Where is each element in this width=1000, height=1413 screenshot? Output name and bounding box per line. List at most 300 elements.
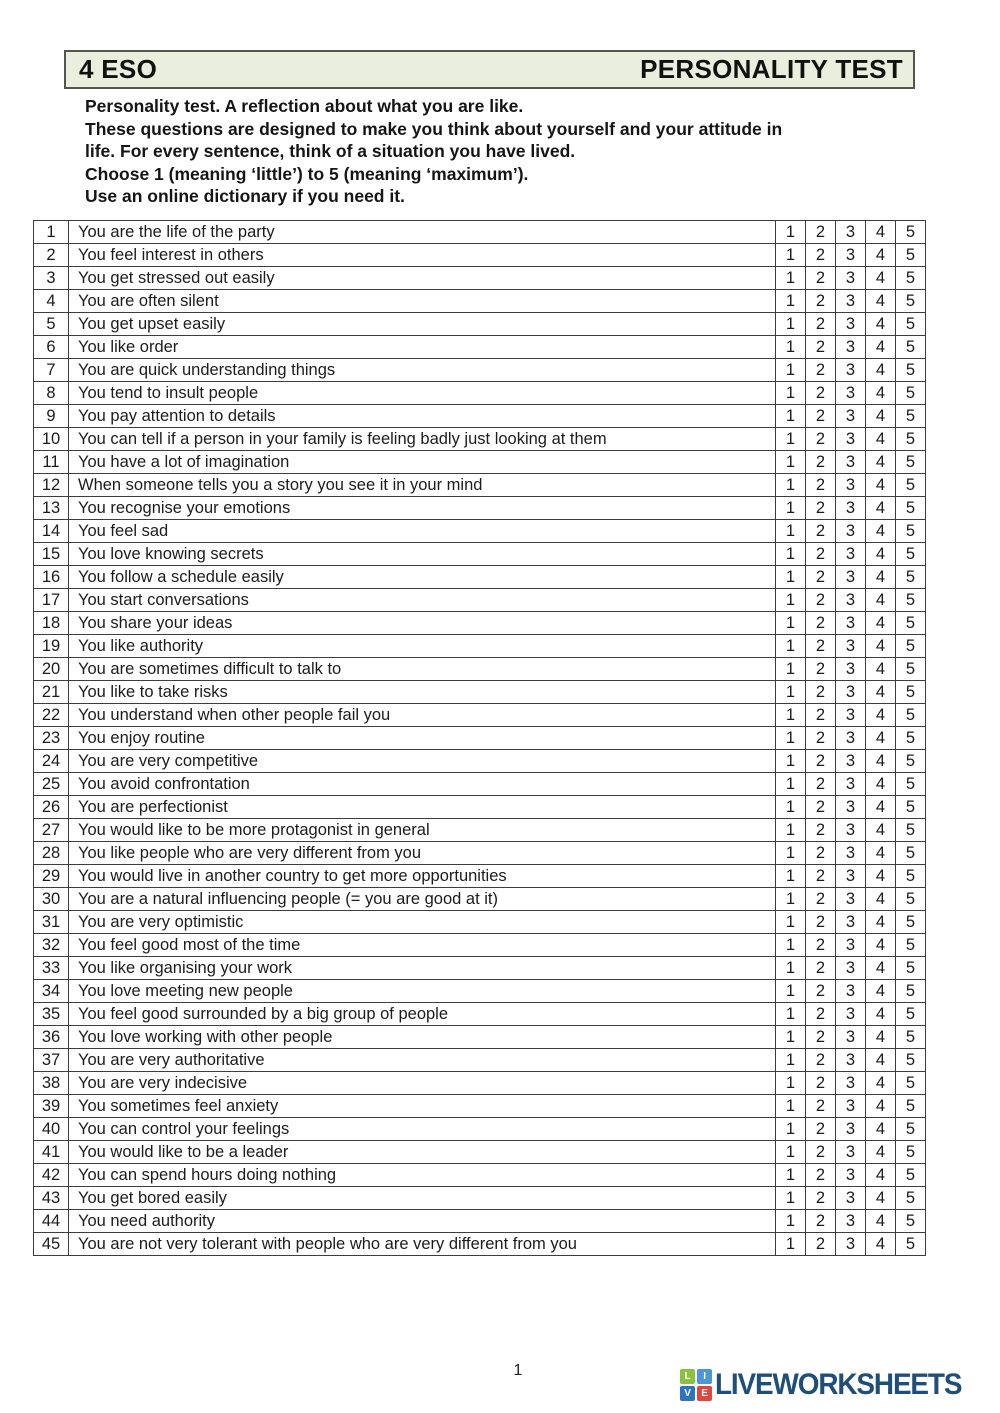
rating-option-3[interactable]: 3 bbox=[836, 727, 866, 750]
question-number: 19 bbox=[34, 635, 69, 658]
rating-option-3[interactable]: 3 bbox=[836, 1210, 866, 1233]
rating-option-5[interactable]: 5 bbox=[896, 635, 926, 658]
rating-option-2[interactable]: 2 bbox=[806, 520, 836, 543]
rating-option-1[interactable]: 1 bbox=[776, 267, 806, 290]
rating-option-3[interactable]: 3 bbox=[836, 750, 866, 773]
rating-option-1[interactable]: 1 bbox=[776, 888, 806, 911]
table-row bbox=[34, 428, 926, 451]
rating-option-3[interactable]: 3 bbox=[836, 244, 866, 267]
rating-option-4[interactable]: 4 bbox=[866, 658, 896, 681]
rating-option-3[interactable]: 3 bbox=[836, 336, 866, 359]
rating-option-4[interactable]: 4 bbox=[866, 451, 896, 474]
table-row bbox=[34, 313, 926, 336]
rating-option-1[interactable]: 1 bbox=[776, 865, 806, 888]
rating-option-5[interactable]: 5 bbox=[896, 727, 926, 750]
rating-option-4[interactable]: 4 bbox=[866, 1049, 896, 1072]
rating-option-5[interactable]: 5 bbox=[896, 520, 926, 543]
rating-option-1[interactable]: 1 bbox=[776, 382, 806, 405]
instructions-line: Use an online dictionary if you need it. bbox=[85, 186, 405, 207]
question-number: 43 bbox=[34, 1187, 69, 1210]
rating-option-5[interactable]: 5 bbox=[896, 474, 926, 497]
table-row bbox=[34, 704, 926, 727]
rating-option-1[interactable]: 1 bbox=[776, 842, 806, 865]
rating-option-2[interactable]: 2 bbox=[806, 635, 836, 658]
rating-option-2[interactable]: 2 bbox=[806, 612, 836, 635]
rating-option-5[interactable]: 5 bbox=[896, 911, 926, 934]
question-text: You are very authoritative bbox=[69, 1049, 776, 1072]
rating-option-1[interactable]: 1 bbox=[776, 1072, 806, 1095]
rating-option-4[interactable]: 4 bbox=[866, 819, 896, 842]
question-number: 37 bbox=[34, 1049, 69, 1072]
rating-option-5[interactable]: 5 bbox=[896, 244, 926, 267]
question-number: 44 bbox=[34, 1210, 69, 1233]
rating-option-5[interactable]: 5 bbox=[896, 1026, 926, 1049]
rating-option-5[interactable]: 5 bbox=[896, 1210, 926, 1233]
rating-option-1[interactable]: 1 bbox=[776, 244, 806, 267]
rating-option-4[interactable]: 4 bbox=[866, 957, 896, 980]
rating-option-1[interactable]: 1 bbox=[776, 520, 806, 543]
rating-option-4[interactable]: 4 bbox=[866, 635, 896, 658]
rating-option-4[interactable]: 4 bbox=[866, 1210, 896, 1233]
rating-option-5[interactable]: 5 bbox=[896, 1118, 926, 1141]
table-row bbox=[34, 336, 926, 359]
question-text: You feel good surrounded by a big group of people bbox=[69, 1003, 776, 1026]
question-text: You are a natural influencing people (= you are good at it) bbox=[69, 888, 776, 911]
rating-option-1[interactable]: 1 bbox=[776, 612, 806, 635]
rating-option-3[interactable]: 3 bbox=[836, 957, 866, 980]
question-number: 4 bbox=[34, 290, 69, 313]
rating-option-4[interactable]: 4 bbox=[866, 336, 896, 359]
rating-option-3[interactable]: 3 bbox=[836, 888, 866, 911]
rating-option-2[interactable]: 2 bbox=[806, 313, 836, 336]
rating-option-2[interactable]: 2 bbox=[806, 1210, 836, 1233]
table-row bbox=[34, 1164, 926, 1187]
rating-option-3[interactable]: 3 bbox=[836, 911, 866, 934]
rating-option-5[interactable]: 5 bbox=[896, 888, 926, 911]
rating-option-5[interactable]: 5 bbox=[896, 704, 926, 727]
rating-option-4[interactable]: 4 bbox=[866, 727, 896, 750]
rating-option-5[interactable]: 5 bbox=[896, 1072, 926, 1095]
table-row bbox=[34, 474, 926, 497]
question-number: 28 bbox=[34, 842, 69, 865]
rating-option-2[interactable]: 2 bbox=[806, 405, 836, 428]
table-row bbox=[34, 957, 926, 980]
rating-option-5[interactable]: 5 bbox=[896, 382, 926, 405]
rating-option-1[interactable]: 1 bbox=[776, 1164, 806, 1187]
rating-option-4[interactable]: 4 bbox=[866, 612, 896, 635]
rating-option-5[interactable]: 5 bbox=[896, 566, 926, 589]
rating-option-4[interactable]: 4 bbox=[866, 428, 896, 451]
rating-option-3[interactable]: 3 bbox=[836, 221, 866, 244]
rating-option-2[interactable]: 2 bbox=[806, 474, 836, 497]
rating-option-1[interactable]: 1 bbox=[776, 313, 806, 336]
rating-option-1[interactable]: 1 bbox=[776, 1118, 806, 1141]
rating-option-4[interactable]: 4 bbox=[866, 681, 896, 704]
rating-option-1[interactable]: 1 bbox=[776, 336, 806, 359]
rating-option-4[interactable]: 4 bbox=[866, 566, 896, 589]
rating-option-2[interactable]: 2 bbox=[806, 221, 836, 244]
rating-option-2[interactable]: 2 bbox=[806, 1118, 836, 1141]
question-number: 5 bbox=[34, 313, 69, 336]
table-row bbox=[34, 888, 926, 911]
rating-option-1[interactable]: 1 bbox=[776, 1210, 806, 1233]
table-row bbox=[34, 1118, 926, 1141]
rating-option-4[interactable]: 4 bbox=[866, 1187, 896, 1210]
rating-option-4[interactable]: 4 bbox=[866, 704, 896, 727]
rating-option-1[interactable]: 1 bbox=[776, 681, 806, 704]
rating-option-4[interactable]: 4 bbox=[866, 290, 896, 313]
rating-option-5[interactable]: 5 bbox=[896, 1164, 926, 1187]
rating-option-5[interactable]: 5 bbox=[896, 865, 926, 888]
rating-option-4[interactable]: 4 bbox=[866, 980, 896, 1003]
rating-option-3[interactable]: 3 bbox=[836, 842, 866, 865]
rating-option-3[interactable]: 3 bbox=[836, 520, 866, 543]
question-number: 36 bbox=[34, 1026, 69, 1049]
rating-option-4[interactable]: 4 bbox=[866, 543, 896, 566]
rating-option-4[interactable]: 4 bbox=[866, 865, 896, 888]
rating-option-1[interactable]: 1 bbox=[776, 819, 806, 842]
rating-option-3[interactable]: 3 bbox=[836, 382, 866, 405]
rating-option-5[interactable]: 5 bbox=[896, 589, 926, 612]
question-text: You recognise your emotions bbox=[69, 497, 776, 520]
rating-option-4[interactable]: 4 bbox=[866, 1164, 896, 1187]
question-number: 13 bbox=[34, 497, 69, 520]
table-row bbox=[34, 934, 926, 957]
rating-option-1[interactable]: 1 bbox=[776, 543, 806, 566]
rating-option-4[interactable]: 4 bbox=[866, 382, 896, 405]
rating-option-2[interactable]: 2 bbox=[806, 589, 836, 612]
rating-option-3[interactable]: 3 bbox=[836, 612, 866, 635]
rating-option-5[interactable]: 5 bbox=[896, 842, 926, 865]
rating-option-5[interactable]: 5 bbox=[896, 1187, 926, 1210]
rating-option-4[interactable]: 4 bbox=[866, 1003, 896, 1026]
rating-option-3[interactable]: 3 bbox=[836, 290, 866, 313]
rating-option-3[interactable]: 3 bbox=[836, 819, 866, 842]
rating-option-2[interactable]: 2 bbox=[806, 911, 836, 934]
logo-tile-v: V bbox=[680, 1386, 695, 1401]
rating-option-5[interactable]: 5 bbox=[896, 681, 926, 704]
rating-option-5[interactable]: 5 bbox=[896, 980, 926, 1003]
rating-option-1[interactable]: 1 bbox=[776, 635, 806, 658]
rating-option-3[interactable]: 3 bbox=[836, 1141, 866, 1164]
rating-option-3[interactable]: 3 bbox=[836, 865, 866, 888]
rating-option-3[interactable]: 3 bbox=[836, 658, 866, 681]
question-text: You can spend hours doing nothing bbox=[69, 1164, 776, 1187]
rating-option-3[interactable]: 3 bbox=[836, 1118, 866, 1141]
rating-option-4[interactable]: 4 bbox=[866, 359, 896, 382]
rating-option-4[interactable]: 4 bbox=[866, 267, 896, 290]
liveworksheets-logo bbox=[680, 1368, 980, 1402]
rating-option-2[interactable]: 2 bbox=[806, 566, 836, 589]
rating-option-4[interactable]: 4 bbox=[866, 773, 896, 796]
rating-option-5[interactable]: 5 bbox=[896, 313, 926, 336]
question-text: You share your ideas bbox=[69, 612, 776, 635]
rating-option-1[interactable]: 1 bbox=[776, 704, 806, 727]
rating-option-1[interactable]: 1 bbox=[776, 497, 806, 520]
logo-tile-e: E bbox=[697, 1386, 712, 1401]
rating-option-3[interactable]: 3 bbox=[836, 1233, 866, 1256]
table-row bbox=[34, 1095, 926, 1118]
rating-option-5[interactable]: 5 bbox=[896, 451, 926, 474]
question-number: 2 bbox=[34, 244, 69, 267]
table-row bbox=[34, 1233, 926, 1256]
rating-option-3[interactable]: 3 bbox=[836, 796, 866, 819]
rating-option-3[interactable]: 3 bbox=[836, 313, 866, 336]
rating-option-1[interactable]: 1 bbox=[776, 750, 806, 773]
rating-option-2[interactable]: 2 bbox=[806, 1049, 836, 1072]
rating-option-4[interactable]: 4 bbox=[866, 244, 896, 267]
rating-option-5[interactable]: 5 bbox=[896, 658, 926, 681]
rating-option-5[interactable]: 5 bbox=[896, 543, 926, 566]
rating-option-4[interactable]: 4 bbox=[866, 1072, 896, 1095]
rating-option-2[interactable]: 2 bbox=[806, 428, 836, 451]
questions-table bbox=[33, 220, 926, 1256]
rating-option-4[interactable]: 4 bbox=[866, 221, 896, 244]
rating-option-4[interactable]: 4 bbox=[866, 796, 896, 819]
rating-option-4[interactable]: 4 bbox=[866, 1141, 896, 1164]
rating-option-2[interactable]: 2 bbox=[806, 842, 836, 865]
rating-option-3[interactable]: 3 bbox=[836, 1003, 866, 1026]
question-number: 33 bbox=[34, 957, 69, 980]
rating-option-1[interactable]: 1 bbox=[776, 451, 806, 474]
rating-option-3[interactable]: 3 bbox=[836, 566, 866, 589]
rating-option-5[interactable]: 5 bbox=[896, 1233, 926, 1256]
instructions-line: These questions are designed to make you think about yourself and your attitude in bbox=[85, 118, 783, 139]
rating-option-1[interactable]: 1 bbox=[776, 221, 806, 244]
rating-option-5[interactable]: 5 bbox=[896, 934, 926, 957]
rating-option-3[interactable]: 3 bbox=[836, 635, 866, 658]
rating-option-1[interactable]: 1 bbox=[776, 428, 806, 451]
question-text: You pay attention to details bbox=[69, 405, 776, 428]
rating-option-2[interactable]: 2 bbox=[806, 727, 836, 750]
rating-option-2[interactable]: 2 bbox=[806, 1233, 836, 1256]
rating-option-2[interactable]: 2 bbox=[806, 497, 836, 520]
rating-option-3[interactable]: 3 bbox=[836, 474, 866, 497]
rating-option-1[interactable]: 1 bbox=[776, 658, 806, 681]
rating-option-3[interactable]: 3 bbox=[836, 359, 866, 382]
rating-option-1[interactable]: 1 bbox=[776, 290, 806, 313]
rating-option-2[interactable]: 2 bbox=[806, 819, 836, 842]
rating-option-5[interactable]: 5 bbox=[896, 1049, 926, 1072]
question-text: You are not very tolerant with people who are very different from you bbox=[69, 1233, 776, 1256]
page-number: 1 bbox=[513, 1362, 523, 1379]
rating-option-4[interactable]: 4 bbox=[866, 474, 896, 497]
question-number: 20 bbox=[34, 658, 69, 681]
question-text: You get bored easily bbox=[69, 1187, 776, 1210]
question-number: 15 bbox=[34, 543, 69, 566]
question-text: You understand when other people fail you bbox=[69, 704, 776, 727]
rating-option-5[interactable]: 5 bbox=[896, 612, 926, 635]
question-number: 6 bbox=[34, 336, 69, 359]
question-number: 11 bbox=[34, 451, 69, 474]
question-text: You are perfectionist bbox=[69, 796, 776, 819]
rating-option-5[interactable]: 5 bbox=[896, 221, 926, 244]
rating-option-2[interactable]: 2 bbox=[806, 359, 836, 382]
table-row bbox=[34, 267, 926, 290]
rating-option-4[interactable]: 4 bbox=[866, 313, 896, 336]
rating-option-3[interactable]: 3 bbox=[836, 405, 866, 428]
rating-option-3[interactable]: 3 bbox=[836, 773, 866, 796]
rating-option-1[interactable]: 1 bbox=[776, 474, 806, 497]
table-row bbox=[34, 543, 926, 566]
rating-option-2[interactable]: 2 bbox=[806, 1141, 836, 1164]
instructions-line: life. For every sentence, think of a situation you have lived. bbox=[85, 141, 576, 162]
rating-option-2[interactable]: 2 bbox=[806, 244, 836, 267]
logo-tile-l: L bbox=[680, 1369, 695, 1384]
question-text: You are very indecisive bbox=[69, 1072, 776, 1095]
rating-option-3[interactable]: 3 bbox=[836, 1072, 866, 1095]
rating-option-2[interactable]: 2 bbox=[806, 773, 836, 796]
question-text: You can tell if a person in your family is feeling badly just looking at them bbox=[69, 428, 776, 451]
rating-option-2[interactable]: 2 bbox=[806, 1095, 836, 1118]
rating-option-1[interactable]: 1 bbox=[776, 727, 806, 750]
question-number: 22 bbox=[34, 704, 69, 727]
rating-option-5[interactable]: 5 bbox=[896, 336, 926, 359]
table-row bbox=[34, 681, 926, 704]
table-row bbox=[34, 980, 926, 1003]
rating-option-5[interactable]: 5 bbox=[896, 1095, 926, 1118]
rating-option-3[interactable]: 3 bbox=[836, 428, 866, 451]
rating-option-2[interactable]: 2 bbox=[806, 336, 836, 359]
rating-option-2[interactable]: 2 bbox=[806, 658, 836, 681]
rating-option-3[interactable]: 3 bbox=[836, 1049, 866, 1072]
question-number: 10 bbox=[34, 428, 69, 451]
question-text: When someone tells you a story you see it in your mind bbox=[69, 474, 776, 497]
question-number: 42 bbox=[34, 1164, 69, 1187]
question-text: You feel sad bbox=[69, 520, 776, 543]
rating-option-2[interactable]: 2 bbox=[806, 1072, 836, 1095]
question-number: 32 bbox=[34, 934, 69, 957]
question-text: You start conversations bbox=[69, 589, 776, 612]
rating-option-5[interactable]: 5 bbox=[896, 819, 926, 842]
rating-option-3[interactable]: 3 bbox=[836, 704, 866, 727]
rating-option-2[interactable]: 2 bbox=[806, 957, 836, 980]
rating-option-3[interactable]: 3 bbox=[836, 451, 866, 474]
rating-option-2[interactable]: 2 bbox=[806, 934, 836, 957]
rating-option-2[interactable]: 2 bbox=[806, 543, 836, 566]
rating-option-2[interactable]: 2 bbox=[806, 1164, 836, 1187]
question-text: You get upset easily bbox=[69, 313, 776, 336]
table-row bbox=[34, 773, 926, 796]
table-row bbox=[34, 405, 926, 428]
rating-option-1[interactable]: 1 bbox=[776, 566, 806, 589]
question-text: You would live in another country to get more opportunities bbox=[69, 865, 776, 888]
rating-option-2[interactable]: 2 bbox=[806, 1187, 836, 1210]
rating-option-2[interactable]: 2 bbox=[806, 980, 836, 1003]
rating-option-4[interactable]: 4 bbox=[866, 750, 896, 773]
rating-option-4[interactable]: 4 bbox=[866, 911, 896, 934]
rating-option-4[interactable]: 4 bbox=[866, 1118, 896, 1141]
rating-option-2[interactable]: 2 bbox=[806, 888, 836, 911]
rating-option-1[interactable]: 1 bbox=[776, 957, 806, 980]
rating-option-4[interactable]: 4 bbox=[866, 520, 896, 543]
rating-option-2[interactable]: 2 bbox=[806, 1026, 836, 1049]
rating-option-3[interactable]: 3 bbox=[836, 589, 866, 612]
rating-option-1[interactable]: 1 bbox=[776, 405, 806, 428]
rating-option-5[interactable]: 5 bbox=[896, 796, 926, 819]
question-text: You sometimes feel anxiety bbox=[69, 1095, 776, 1118]
rating-option-4[interactable]: 4 bbox=[866, 842, 896, 865]
rating-option-2[interactable]: 2 bbox=[806, 290, 836, 313]
rating-option-1[interactable]: 1 bbox=[776, 980, 806, 1003]
rating-option-1[interactable]: 1 bbox=[776, 934, 806, 957]
table-row bbox=[34, 1187, 926, 1210]
question-number: 38 bbox=[34, 1072, 69, 1095]
rating-option-2[interactable]: 2 bbox=[806, 704, 836, 727]
rating-option-1[interactable]: 1 bbox=[776, 1187, 806, 1210]
rating-option-2[interactable]: 2 bbox=[806, 267, 836, 290]
rating-option-4[interactable]: 4 bbox=[866, 497, 896, 520]
rating-option-1[interactable]: 1 bbox=[776, 1026, 806, 1049]
rating-option-4[interactable]: 4 bbox=[866, 1026, 896, 1049]
rating-option-1[interactable]: 1 bbox=[776, 1141, 806, 1164]
rating-option-1[interactable]: 1 bbox=[776, 359, 806, 382]
rating-option-1[interactable]: 1 bbox=[776, 911, 806, 934]
rating-option-4[interactable]: 4 bbox=[866, 888, 896, 911]
rating-option-5[interactable]: 5 bbox=[896, 405, 926, 428]
rating-option-5[interactable]: 5 bbox=[896, 359, 926, 382]
rating-option-2[interactable]: 2 bbox=[806, 382, 836, 405]
question-number: 24 bbox=[34, 750, 69, 773]
rating-option-1[interactable]: 1 bbox=[776, 796, 806, 819]
rating-option-1[interactable]: 1 bbox=[776, 1233, 806, 1256]
rating-option-4[interactable]: 4 bbox=[866, 1233, 896, 1256]
rating-option-4[interactable]: 4 bbox=[866, 589, 896, 612]
question-text: You follow a schedule easily bbox=[69, 566, 776, 589]
rating-option-3[interactable]: 3 bbox=[836, 1164, 866, 1187]
table-row bbox=[34, 612, 926, 635]
rating-option-5[interactable]: 5 bbox=[896, 1003, 926, 1026]
question-text: You like authority bbox=[69, 635, 776, 658]
rating-option-2[interactable]: 2 bbox=[806, 681, 836, 704]
rating-option-3[interactable]: 3 bbox=[836, 1095, 866, 1118]
rating-option-5[interactable]: 5 bbox=[896, 957, 926, 980]
rating-option-2[interactable]: 2 bbox=[806, 1003, 836, 1026]
rating-option-2[interactable]: 2 bbox=[806, 451, 836, 474]
rating-option-5[interactable]: 5 bbox=[896, 497, 926, 520]
rating-option-5[interactable]: 5 bbox=[896, 1141, 926, 1164]
rating-option-3[interactable]: 3 bbox=[836, 267, 866, 290]
rating-option-5[interactable]: 5 bbox=[896, 290, 926, 313]
rating-option-1[interactable]: 1 bbox=[776, 1003, 806, 1026]
rating-option-2[interactable]: 2 bbox=[806, 750, 836, 773]
table-row bbox=[34, 290, 926, 313]
rating-option-4[interactable]: 4 bbox=[866, 934, 896, 957]
rating-option-1[interactable]: 1 bbox=[776, 773, 806, 796]
rating-option-3[interactable]: 3 bbox=[836, 1187, 866, 1210]
rating-option-3[interactable]: 3 bbox=[836, 980, 866, 1003]
liveworksheets-logo-icon bbox=[680, 1369, 712, 1401]
rating-option-3[interactable]: 3 bbox=[836, 681, 866, 704]
rating-option-3[interactable]: 3 bbox=[836, 1026, 866, 1049]
rating-option-5[interactable]: 5 bbox=[896, 750, 926, 773]
rating-option-4[interactable]: 4 bbox=[866, 405, 896, 428]
title-bar bbox=[64, 50, 915, 89]
question-text: You tend to insult people bbox=[69, 382, 776, 405]
rating-option-5[interactable]: 5 bbox=[896, 428, 926, 451]
rating-option-2[interactable]: 2 bbox=[806, 796, 836, 819]
rating-option-5[interactable]: 5 bbox=[896, 267, 926, 290]
rating-option-4[interactable]: 4 bbox=[866, 1095, 896, 1118]
rating-option-1[interactable]: 1 bbox=[776, 1049, 806, 1072]
rating-option-1[interactable]: 1 bbox=[776, 1095, 806, 1118]
rating-option-3[interactable]: 3 bbox=[836, 497, 866, 520]
rating-option-1[interactable]: 1 bbox=[776, 589, 806, 612]
rating-option-2[interactable]: 2 bbox=[806, 865, 836, 888]
rating-option-3[interactable]: 3 bbox=[836, 934, 866, 957]
rating-option-5[interactable]: 5 bbox=[896, 773, 926, 796]
rating-option-3[interactable]: 3 bbox=[836, 543, 866, 566]
